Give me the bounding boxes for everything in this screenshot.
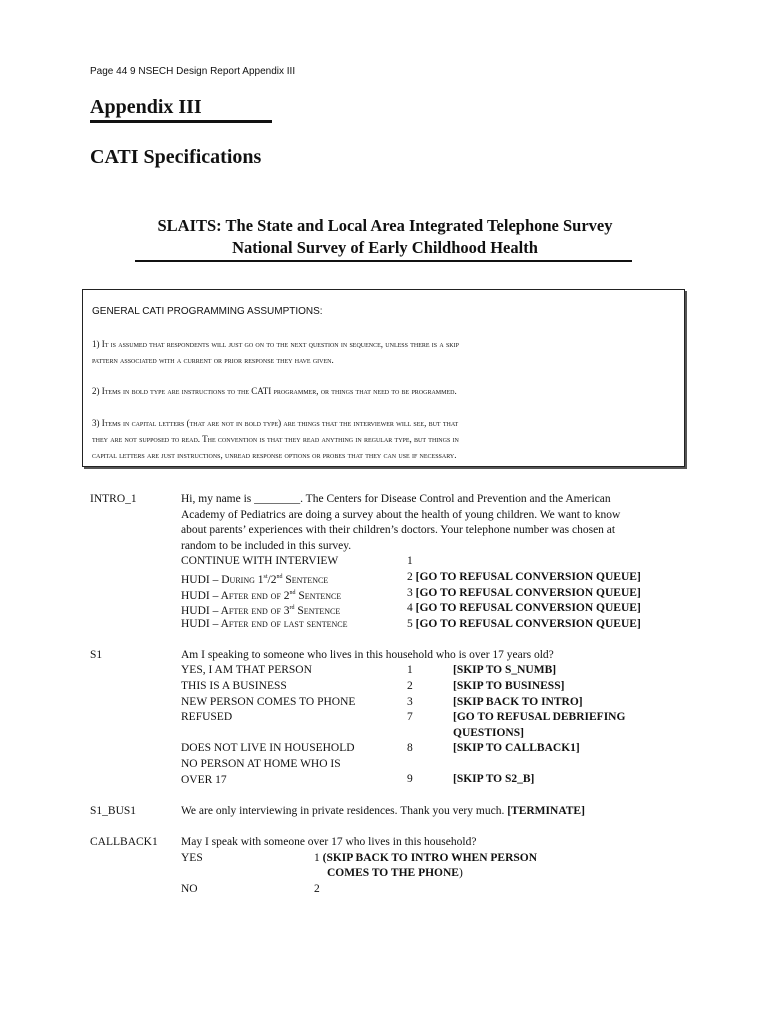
intro-code-3: 3 [GO TO REFUSAL CONVERSION QUEUE] <box>407 587 641 599</box>
s1-option: THIS IS A BUSINESS <box>181 680 287 692</box>
s1-instruction: [SKIP BACK TO INTRO] <box>453 696 583 708</box>
intro-label: INTRO_1 <box>90 493 137 505</box>
survey-title-underline <box>135 260 632 262</box>
s1-code: 8 <box>407 742 413 754</box>
s1-code: 2 <box>407 680 413 692</box>
s1-option: DOES NOT LIVE IN HOUSEHOLD <box>181 742 355 754</box>
assumption-1-line2: pattern associated with a current or prior response they have given. <box>92 355 334 365</box>
s1-instruction: [SKIP TO S2_B] <box>453 773 535 785</box>
intro-code-4: 4 [GO TO REFUSAL CONVERSION QUEUE] <box>407 602 641 614</box>
assumption-3-line3: capital letters are just instructions, unread response options or probes that they can use if necessary. <box>92 450 457 460</box>
intro-text-line: Hi, my name is ________. The Centers for Disease Control and Prevention and the American <box>181 493 611 505</box>
s1-instruction: [SKIP TO CALLBACK1] <box>453 742 580 754</box>
callback-option-no: NO <box>181 883 198 895</box>
assumption-1 <box>92 336 672 368</box>
assumption-3 <box>92 415 672 463</box>
s1-instruction: [SKIP TO S_NUMB] <box>453 664 557 676</box>
intro-option-1: CONTINUE WITH INTERVIEW <box>181 555 339 567</box>
assumptions-title: GENERAL CATI PROGRAMMING ASSUMPTIONS: <box>92 306 323 317</box>
s1-instruction-line: QUESTIONS] <box>453 726 524 739</box>
s1-code: 3 <box>407 696 413 708</box>
callback-question: May I speak with someone over 17 who lives in this household? <box>181 836 477 848</box>
s1-code: 7 <box>407 711 413 723</box>
s1bus-text: We are only interviewing in private residences. Thank you very much. [TERMINATE] <box>181 805 585 817</box>
callback-label: CALLBACK1 <box>90 836 158 848</box>
s1-code: 9 <box>407 773 413 785</box>
survey-title <box>130 215 640 259</box>
assumptions-box <box>82 289 685 467</box>
appendix-underline <box>90 120 272 123</box>
survey-title-line1: SLAITS: The State and Local Area Integrated Telephone Survey <box>157 216 613 235</box>
s1-instruction: [SKIP TO BUSINESS] <box>453 680 565 692</box>
intro-text <box>181 492 620 554</box>
callback-code-no: 2 <box>314 883 320 895</box>
assumption-1-line1: 1) It is assumed that respondents will just go on to the next question in sequence, unless there is a skip <box>92 339 459 349</box>
intro-text-line: Academy of Pediatrics are doing a survey about the health of young children. We want to know <box>181 508 621 521</box>
intro-option-2: HUDI – During 1st/2nd Sentence <box>181 573 329 586</box>
s1-instruction-line: [GO TO REFUSAL DEBRIEFING <box>453 711 626 723</box>
callback-instruction-cont: COMES TO THE PHONE) <box>327 867 463 879</box>
s1-label: S1 <box>90 649 103 661</box>
assumption-3-line2: they are not supposed to read. The convention is that they read anything in regular type, but things in <box>92 434 459 444</box>
s1-option: NEW PERSON COMES TO PHONE <box>181 696 356 708</box>
s1-option: YES, I AM THAT PERSON <box>181 664 312 676</box>
intro-text-line: random to be included in this survey. <box>181 539 352 552</box>
assumption-2: 2) Items in bold type are instructions to the CATI programmer, or things that need to be programmed. <box>92 386 457 396</box>
s1-option-line: OVER 17 <box>181 773 227 786</box>
intro-option-4: HUDI – After end of 3rd Sentence <box>181 604 341 617</box>
s1-option: REFUSED <box>181 711 233 723</box>
intro-code-5: 5 [GO TO REFUSAL CONVERSION QUEUE] <box>407 618 641 630</box>
s1-code: 1 <box>407 664 413 676</box>
s1-option <box>181 757 341 788</box>
cati-heading: CATI Specifications <box>90 146 262 168</box>
intro-code-1: 1 <box>407 555 413 567</box>
appendix-heading: Appendix III <box>90 96 202 118</box>
intro-code-2: 2 [GO TO REFUSAL CONVERSION QUEUE] <box>407 571 641 583</box>
assumption-3-line1: 3) Items in capital letters (that are not in bold type) are things that the interviewer will see, but that <box>92 418 459 428</box>
s1-option-line: NO PERSON AT HOME WHO IS <box>181 758 341 770</box>
intro-option-5: HUDI – After end of last sentence <box>181 618 348 630</box>
intro-text-line: about parents’ experiences with their children’s doctors. Your telephone number was chosen at <box>181 524 616 536</box>
callback-code-yes: 1 (SKIP BACK TO INTRO WHEN PERSON <box>314 852 538 864</box>
s1-question: Am I speaking to someone who lives in this household who is over 17 years old? <box>181 649 554 661</box>
intro-option-3: HUDI – After end of 2nd Sentence <box>181 589 342 602</box>
s1-instruction <box>453 710 625 741</box>
callback-option-yes: YES <box>181 852 203 864</box>
s1bus-label: S1_BUS1 <box>90 805 137 817</box>
survey-title-line2: National Survey of Early Childhood Health <box>232 238 538 257</box>
running-header: Page 44 9 NSECH Design Report Appendix III <box>90 66 296 77</box>
